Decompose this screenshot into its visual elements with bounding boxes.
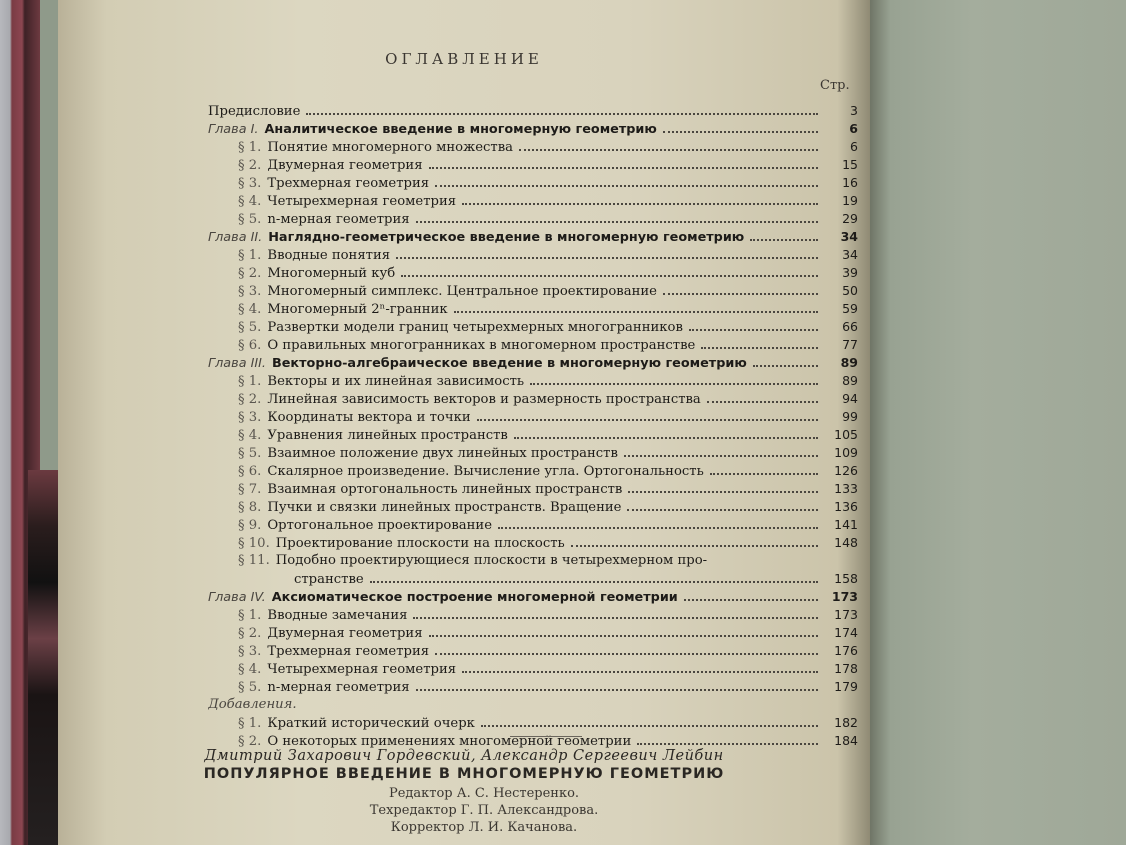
dot-leader bbox=[429, 635, 818, 637]
toc-entry bbox=[208, 570, 858, 588]
toc-chapter bbox=[208, 354, 858, 372]
toc-page-number: 158 bbox=[834, 571, 858, 586]
toc-page-number: 182 bbox=[834, 715, 858, 730]
toc-entry-label bbox=[238, 552, 707, 570]
toc-entry-label bbox=[238, 607, 407, 625]
toc-entry-text: Скалярное произведение. Вычисление угла. Ортогональность bbox=[267, 464, 704, 479]
toc-entry-prefix: § 2. bbox=[238, 158, 262, 173]
toc-entry-label bbox=[238, 715, 475, 733]
toc-entry-text: О некоторых применениях многомерной геометрии bbox=[267, 734, 632, 749]
toc-entry-prefix: § 1. bbox=[238, 716, 262, 731]
toc-entry-prefix: § 4. bbox=[238, 662, 262, 677]
toc-page-number: 136 bbox=[834, 499, 858, 514]
toc-entry-text: странстве bbox=[294, 572, 364, 587]
toc-page-number: 174 bbox=[834, 625, 858, 640]
dot-leader bbox=[435, 653, 818, 655]
toc-chapter bbox=[208, 696, 858, 714]
toc-entry-text: n-мерная геометрия bbox=[267, 680, 410, 695]
toc-chapter bbox=[208, 120, 858, 138]
dot-leader bbox=[396, 257, 818, 259]
toc-entry bbox=[208, 498, 858, 516]
toc-entry-prefix: § 3. bbox=[238, 644, 262, 659]
toc-entry bbox=[208, 156, 858, 174]
toc-entry bbox=[208, 408, 858, 426]
toc-entry-label bbox=[238, 211, 410, 229]
toc-page-number: 6 bbox=[850, 139, 858, 154]
toc-entry bbox=[208, 192, 858, 210]
dot-leader bbox=[370, 581, 818, 583]
toc-entry bbox=[208, 282, 858, 300]
toc-entry-label bbox=[238, 643, 429, 661]
toc-entry-prefix: § 5. bbox=[238, 446, 262, 461]
toc-entry-text: Многомерный 2ⁿ-гранник bbox=[267, 302, 448, 317]
toc-entry-label bbox=[238, 517, 492, 535]
toc-entry-text: Подобно проектирующиеся плоскости в четырехмерном про- bbox=[275, 553, 708, 568]
toc-page-number: 39 bbox=[842, 265, 858, 280]
toc-entry-label bbox=[208, 696, 303, 714]
toc-entry-text: Аналитическое введение в многомерную геометрию bbox=[264, 122, 657, 137]
toc-entry bbox=[208, 462, 858, 480]
toc-page-number: 77 bbox=[842, 337, 858, 352]
toc-entry-prefix: § 1. bbox=[238, 608, 262, 623]
toc-page-number: 19 bbox=[842, 193, 858, 208]
toc-entry-prefix: § 7. bbox=[238, 482, 262, 497]
toc-page-number: 34 bbox=[842, 247, 858, 262]
toc-entry-prefix: § 11. bbox=[238, 553, 270, 568]
dot-leader bbox=[710, 473, 818, 475]
toc-page-number: 29 bbox=[842, 211, 858, 226]
toc-entry-text: Понятие многомерного множества bbox=[267, 140, 514, 155]
toc-entry-label bbox=[208, 355, 747, 373]
toc-page-number: 89 bbox=[842, 373, 858, 388]
toc-entry bbox=[208, 714, 858, 732]
dot-leader bbox=[750, 239, 818, 241]
toc-entry bbox=[208, 336, 858, 354]
toc-entry bbox=[208, 318, 858, 336]
toc-entry-label bbox=[238, 427, 508, 445]
toc-entry-prefix: § 4. bbox=[238, 428, 262, 443]
dot-leader bbox=[624, 455, 818, 457]
toc-page-number: 3 bbox=[850, 103, 858, 118]
toc-entry-prefix: Глава I. bbox=[208, 122, 259, 137]
toc-entry-label bbox=[238, 247, 390, 265]
dot-leader bbox=[684, 599, 818, 601]
divider bbox=[510, 736, 582, 737]
dot-leader bbox=[429, 167, 818, 169]
dot-leader bbox=[689, 329, 818, 331]
toc-entry-prefix: § 2. bbox=[238, 734, 262, 749]
toc-entry bbox=[208, 138, 858, 156]
toc-entry bbox=[208, 210, 858, 228]
toc-entry bbox=[208, 264, 858, 282]
toc-entry-label bbox=[238, 301, 448, 319]
toc-entry-text: Наглядно-геометрическое введение в многомерную геометрию bbox=[268, 230, 745, 245]
toc-entry-text: Аксиоматическое построение многомерной геометрии bbox=[271, 590, 678, 605]
toc-page-number: 16 bbox=[842, 175, 858, 190]
table-of-contents bbox=[208, 102, 858, 750]
toc-entry-label bbox=[238, 661, 456, 679]
toc-entry-label bbox=[238, 283, 657, 301]
toc-page-number: 94 bbox=[842, 391, 858, 406]
toc-entry-prefix: § 1. bbox=[238, 248, 262, 263]
toc-entry-text: Ортогональное проектирование bbox=[267, 518, 493, 533]
toc-entry-prefix: § 3. bbox=[238, 410, 262, 425]
dot-leader bbox=[514, 437, 818, 439]
toc-entry-text: Векторно-алгебраическое введение в многомерную геометрию bbox=[272, 356, 747, 371]
toc-entry-prefix: § 2. bbox=[238, 266, 262, 281]
toc-entry-prefix: § 3. bbox=[238, 176, 262, 191]
toc-chapter bbox=[208, 228, 858, 246]
toc-page-number: 178 bbox=[834, 661, 858, 676]
toc-entry-text: n-мерная геометрия bbox=[267, 212, 410, 227]
toc-entry-prefix: § 3. bbox=[238, 284, 262, 299]
toc-entry bbox=[208, 372, 858, 390]
toc-entry-text: Двумерная геометрия bbox=[267, 626, 423, 641]
dot-leader bbox=[753, 365, 818, 367]
toc-page-number: 89 bbox=[840, 355, 858, 370]
colophon bbox=[58, 748, 870, 836]
dot-leader bbox=[530, 383, 818, 385]
toc-entry-prefix: § 6. bbox=[238, 464, 262, 479]
toc-page-number: 173 bbox=[831, 589, 858, 604]
toc-entry-label bbox=[238, 481, 622, 499]
toc-entry-text: Векторы и их линейная зависимость bbox=[267, 374, 525, 389]
toc-entry bbox=[208, 534, 858, 552]
dot-leader bbox=[454, 311, 818, 313]
dot-leader bbox=[627, 509, 818, 511]
toc-entry bbox=[208, 444, 858, 462]
book-spine-shadow bbox=[28, 470, 58, 845]
dot-leader bbox=[477, 419, 818, 421]
toc-entry bbox=[208, 300, 858, 318]
toc-page-number: 99 bbox=[842, 409, 858, 424]
toc-entry-label bbox=[208, 121, 657, 139]
toc-entry-prefix: § 10. bbox=[238, 536, 270, 551]
toc-entry bbox=[208, 480, 858, 498]
toc-entry-text: Уравнения линейных пространств bbox=[267, 428, 508, 443]
toc-entry-prefix: § 4. bbox=[238, 302, 262, 317]
toc-entry-text: Многомерный куб bbox=[267, 266, 396, 281]
toc-entry bbox=[208, 246, 858, 264]
toc-page-number: 105 bbox=[834, 427, 858, 442]
toc-entry-prefix: § 2. bbox=[238, 626, 262, 641]
toc-entry-label bbox=[238, 139, 513, 157]
dot-leader bbox=[413, 617, 818, 619]
toc-page-number: 173 bbox=[834, 607, 858, 622]
toc-entry-prefix: § 1. bbox=[238, 374, 262, 389]
toc-entry-text: Четырехмерная геометрия bbox=[267, 662, 457, 677]
toc-page-number: 15 bbox=[842, 157, 858, 172]
dot-leader bbox=[462, 671, 818, 673]
toc-entry bbox=[208, 426, 858, 444]
page-title: ОГЛАВЛЕНИЕ bbox=[385, 50, 543, 68]
toc-entry-label bbox=[238, 499, 621, 517]
toc-entry-prefix: § 1. bbox=[238, 140, 262, 155]
toc-entry-text: Развертки модели границ четырехмерных многогранников bbox=[267, 320, 683, 335]
toc-chapter bbox=[208, 588, 858, 606]
dot-leader bbox=[401, 275, 818, 277]
authors: Дмитрий Захарович Гордевский, Александр Сергеевич Лейбин bbox=[204, 748, 724, 764]
toc-entry-text: Координаты вектора и точки bbox=[267, 410, 471, 425]
toc-entry-prefix: § 8. bbox=[238, 500, 262, 515]
toc-page-number: 126 bbox=[834, 463, 858, 478]
toc-entry-text: О правильных многогранниках в многомерном пространстве bbox=[267, 338, 696, 353]
toc-entry-label bbox=[238, 265, 395, 283]
toc-entry bbox=[208, 678, 858, 696]
toc-entry-prefix: § 4. bbox=[238, 194, 262, 209]
toc-entry-label bbox=[238, 463, 704, 481]
toc-entry-label bbox=[208, 229, 744, 247]
dot-leader bbox=[628, 491, 818, 493]
toc-page-number: 141 bbox=[834, 517, 858, 532]
dot-leader bbox=[435, 185, 818, 187]
book-title: ПОПУЛЯРНОЕ ВВЕДЕНИЕ В МНОГОМЕРНУЮ ГЕОМЕТРИЮ bbox=[203, 766, 725, 782]
toc-entry-label bbox=[238, 337, 695, 355]
toc-entry-prefix: Глава III. bbox=[208, 356, 266, 371]
toc-entry-text: Вводные понятия bbox=[267, 248, 391, 263]
toc-page-number: 179 bbox=[834, 679, 858, 694]
toc-entry-label bbox=[238, 175, 429, 193]
dot-leader bbox=[519, 149, 818, 151]
toc-entry-prefix: Добавления. bbox=[208, 697, 297, 712]
tech-editor: Техредактор Г. П. Александрова. bbox=[369, 803, 599, 818]
toc-entry-label bbox=[238, 445, 618, 463]
toc-page-number: 109 bbox=[834, 445, 858, 460]
dot-leader bbox=[701, 347, 818, 349]
toc-entry-label bbox=[238, 319, 683, 337]
toc-entry-label bbox=[238, 157, 423, 175]
toc-page-number: 133 bbox=[834, 481, 858, 496]
staff-list bbox=[58, 785, 870, 836]
toc-entry bbox=[208, 624, 858, 642]
dot-leader bbox=[498, 527, 818, 529]
toc-entry-text: Трехмерная геометрия bbox=[267, 644, 430, 659]
toc-entry-prefix: § 6. bbox=[238, 338, 262, 353]
toc-entry-text: Предисловие bbox=[208, 104, 301, 119]
toc-entry-text: Вводные замечания bbox=[267, 608, 408, 623]
dot-leader bbox=[416, 689, 818, 691]
toc-entry-label bbox=[238, 535, 565, 553]
toc-page-number: 59 bbox=[842, 301, 858, 316]
toc-entry-text: Линейная зависимость векторов и размерность пространства bbox=[267, 392, 701, 407]
toc-entry bbox=[208, 606, 858, 624]
toc-entry-label bbox=[238, 373, 524, 391]
toc-page-number: 66 bbox=[842, 319, 858, 334]
toc-page-number: 34 bbox=[840, 229, 858, 244]
toc-page-number: 184 bbox=[834, 733, 858, 748]
toc-page-number: 50 bbox=[842, 283, 858, 298]
toc-entry-label bbox=[238, 193, 456, 211]
book-page bbox=[58, 0, 870, 845]
toc-entry-label bbox=[208, 589, 678, 607]
toc-entry-prefix: Глава IV. bbox=[208, 590, 266, 605]
toc-entry bbox=[208, 516, 858, 534]
editor: Редактор А. С. Нестеренко. bbox=[388, 786, 580, 801]
toc-entry-label bbox=[294, 571, 364, 589]
toc-entry-text: Четырехмерная геометрия bbox=[267, 194, 457, 209]
toc-entry-text: Взаимное положение двух линейных пространств bbox=[267, 446, 618, 461]
toc-entry bbox=[208, 174, 858, 192]
toc-entry-prefix: Глава II. bbox=[208, 230, 263, 245]
dot-leader bbox=[637, 743, 818, 745]
toc-entry-text: Двумерная геометрия bbox=[267, 158, 423, 173]
dot-leader bbox=[663, 293, 818, 295]
page-column-header: Стр. bbox=[820, 78, 850, 93]
toc-entry bbox=[208, 390, 858, 408]
corrector: Корректор Л. И. Качанова. bbox=[390, 820, 578, 835]
toc-page-number: 148 bbox=[834, 535, 858, 550]
toc-entry-text: Проектирование плоскости на плоскость bbox=[275, 536, 565, 551]
toc-entry-text: Пучки и связки линейных пространств. Вращение bbox=[267, 500, 622, 515]
toc-entry bbox=[208, 552, 858, 570]
toc-entry-prefix: § 5. bbox=[238, 320, 262, 335]
toc-entry-label bbox=[208, 103, 300, 121]
dot-leader bbox=[306, 113, 818, 115]
toc-entry-text: Многомерный симплекс. Центральное проектирование bbox=[267, 284, 657, 299]
dot-leader bbox=[462, 203, 818, 205]
dot-leader bbox=[663, 131, 818, 133]
toc-chapter bbox=[208, 102, 858, 120]
toc-entry bbox=[208, 660, 858, 678]
dot-leader bbox=[481, 725, 818, 727]
toc-entry-text: Взаимная ортогональность линейных пространств bbox=[267, 482, 623, 497]
dot-leader bbox=[416, 221, 818, 223]
toc-entry-label bbox=[238, 679, 410, 697]
toc-entry-label bbox=[238, 409, 471, 427]
dot-leader bbox=[571, 545, 818, 547]
dot-leader bbox=[707, 401, 818, 403]
toc-entry-label bbox=[238, 625, 423, 643]
toc-entry-prefix: § 9. bbox=[238, 518, 262, 533]
facing-page bbox=[870, 0, 1126, 845]
toc-page-number: 176 bbox=[834, 643, 858, 658]
toc-entry-prefix: § 2. bbox=[238, 392, 262, 407]
toc-entry-label bbox=[238, 391, 701, 409]
toc-entry-text: Трехмерная геометрия bbox=[267, 176, 430, 191]
toc-entry bbox=[208, 642, 858, 660]
toc-entry-prefix: § 5. bbox=[238, 680, 262, 695]
toc-entry-prefix: § 5. bbox=[238, 212, 262, 227]
toc-page-number: 6 bbox=[849, 121, 858, 136]
toc-entry-text: Краткий исторический очерк bbox=[267, 716, 475, 731]
